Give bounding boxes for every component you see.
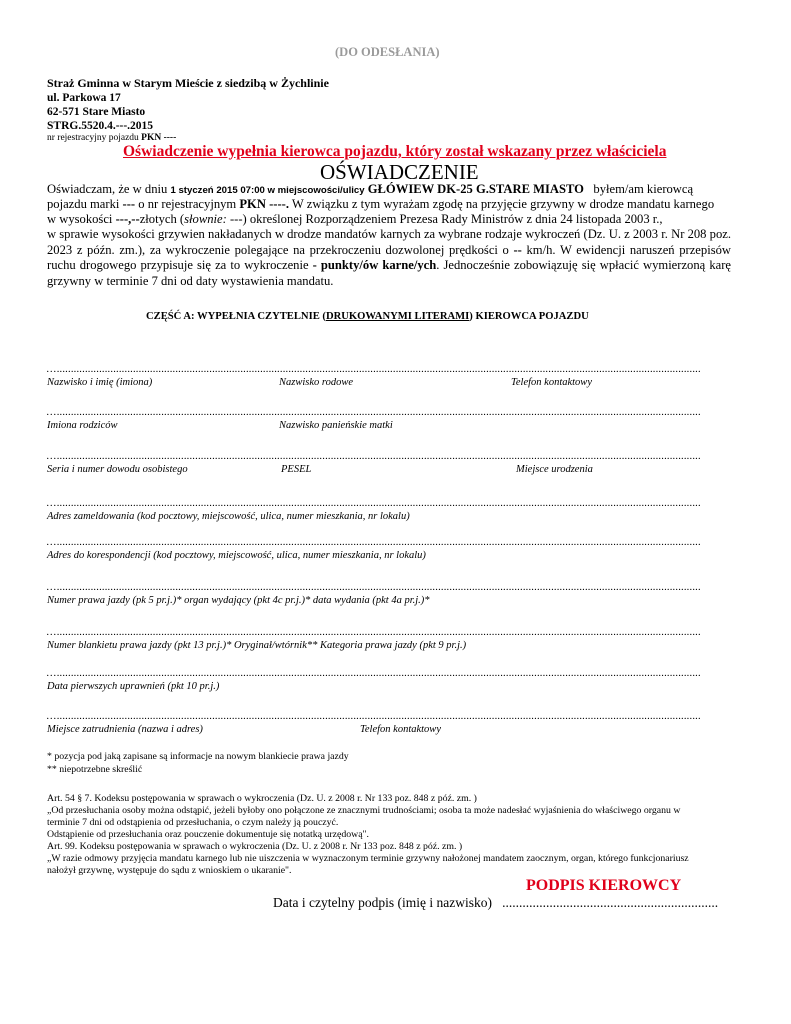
label-license-blank: Numer blankietu prawa jazdy (pkt 13 pr.j.)* Oryginał/wtórnik** Kategoria prawa jazdy (pkt 9 pr.j.) [47,640,467,651]
label-phone: Telefon kontaktowy [511,377,592,388]
label-parents-names: Imiona rodziców [47,420,118,431]
label-employer: Miejsce zatrudnienia (nazwa i adres) [47,724,203,735]
label-employer-phone: Telefon kontaktowy [360,724,441,735]
legal-line: Art. 54 § 7. Kodeksu postępowania w sprawach o wykroczenia (Dz. U. z 2008 r. Nr 133 poz. 848 z póź. zm. ) [47,793,477,804]
legal-line: terminie 7 dni od odstąpienia od przesłuchania, o czym należy ją pouczyć. [47,817,339,828]
words-label: słownie: [184,212,227,226]
input-line-first-license-date[interactable]: ….................................................................................................................................................................................................................................... [46,668,701,679]
case-number: STRG.5520.4.---.2015 [47,120,154,132]
label-mail-address: Adres do korespondencji (kod pocztowy, miejscowość, ulica, numer mieszkania, nr lokalu) [47,550,426,561]
plate-label: nr rejestracyjny pojazdu [47,133,139,143]
statement-text: pojazdu marki [47,197,123,211]
label-mother-maiden-name: Nazwisko panieńskie matki [279,420,393,431]
label-pesel: PESEL [281,464,312,475]
legal-line: „W razie odmowy przyjęcia mandatu karnego lub nie uiszczenia w wyznaczonym terminie grzywny nałożonej mandatem zaocznym, organ, którego funkcjonariusz [47,853,689,864]
statement-text: Oświadczam, że w dniu [47,182,171,196]
statement-text: w sprawie wysokości grzywien nakładanych w drodze mandatów karnych za wybrane rodzaje wykroczeń (Dz. U. z 2003 r. Nr 208 poz. 2023 z późn. zm.), za wykroczenie polegające na przekroczeniu dozwolonej prędkości o [47,227,731,257]
statement-text: . Jednocześnie zobowiązuję się wpłacić wymierzoną karę grzywny w terminie 7 dni od daty wystawienia mandatu. [47,258,731,288]
sender-name: Straż Gminna w Starym Mieście z siedzibą w Żychlinie [47,76,329,90]
incident-place: GŁÓWIEW DK-25 G.STARE MIASTO [367,182,584,196]
label-id-number: Seria i numer dowodu osobistego [47,464,188,475]
footnote-asterisk: * pozycja pod jaką zapisane są informacje na nowym blankiecie prawa jazdy [47,751,349,762]
statement-line-2 [47,197,714,213]
section-a-heading [146,311,589,322]
document-status: (DO ODESŁANIA) [335,45,440,59]
signature-heading: PODPIS KIEROWCY [526,877,682,894]
input-line-license[interactable]: ….................................................................................................................................................................................................................................... [46,582,701,593]
legal-line: nałożył grzywnę, występuje do sądu z wnioskiem o ukaranie". [47,865,292,876]
speed-value: -- [513,242,522,257]
statement-text: ---) określonej Rozporządzeniem Prezesa Rady Ministrów z dnia 24 listopada 2003 r., [226,212,663,226]
legal-line: Art. 99. Kodeksu postępowania w sprawach o wykroczenia (Dz. U. z 2008 r. Nr 133 poz. 848 z póź. zm. ) [47,841,463,852]
incident-date: 1 styczeń 2015 07:00 w miejscowości/ulicy [170,185,365,196]
statement-text: o nr rejestracyjnym [135,197,240,211]
label-first-license-date: Data pierwszych uprawnień (pkt 10 pr.j.) [47,681,220,692]
vehicle-plate: PKN ----. [239,197,290,211]
legal-line: Odstąpienie od przesłuchania oraz pouczenie dokumentuje się notatką urzędową". [47,829,370,840]
input-line-license-blank[interactable]: ….................................................................................................................................................................................................................................... [46,627,701,638]
signature-field[interactable]: ................................................................ [502,895,719,910]
statement-line-3 [47,212,663,228]
statement-paragraph [47,227,731,289]
legal-line: „Od przesłuchania osoby można odstąpić, jeżeli byłoby ono połączone ze znacznymi trudnościami; osoba ta może nadesłać wyjaśnienia do właściwego organu w [47,805,681,816]
statement-text: w wysokości [47,212,116,226]
section-a-suffix: ) KIEROWCA POJAZDU [469,311,589,322]
statement-text: km/h. W ewidencji naruszeń przepisów ruchu drogowego przypisuje się za to wykroczenie [47,242,731,273]
fine-amount: ---,-- [115,212,140,226]
sender-street: ul. Parkowa 17 [47,92,121,104]
vehicle-make: --- [122,197,136,211]
input-line-mail-address[interactable]: ….................................................................................................................................................................................................................................... [46,537,701,548]
main-title: OŚWIADCZENIE [320,160,479,184]
statement-text: złotych ( [139,212,185,226]
footnote-double-asterisk: ** niepotrzebne skreślić [47,764,143,775]
label-family-name: Nazwisko rodowe [279,377,353,388]
input-line-name[interactable]: ….................................................................................................................................................................................................................................... [46,364,701,375]
input-line-employer[interactable]: ….................................................................................................................................................................................................................................... [46,711,701,722]
label-full-name: Nazwisko i imię (imiona) [47,377,153,388]
plate-value: PKN ---- [141,133,177,143]
label-license: Numer prawa jazdy (pk 5 pr.j.)* organ wydający (pkt 4c pr.j.)* data wydania (pkt 4a pr.j.)* [47,595,430,606]
input-line-registered-address[interactable]: ….................................................................................................................................................................................................................................... [46,498,701,509]
input-line-id[interactable]: ….................................................................................................................................................................................................................................... [46,451,701,462]
signature-line [273,895,718,911]
sender-city: 62-571 Stare Miasto [47,106,146,118]
section-a-prefix: CZĘŚĆ A: WYPEŁNIA CZYTELNIE ( [146,311,326,322]
input-line-parents[interactable]: ….................................................................................................................................................................................................................................... [46,407,701,418]
label-registered-address: Adres zameldowania (kod pocztowy, miejscowość, ulica, numer mieszkania, nr lokalu) [47,511,410,522]
instruction-title: Oświadczenie wypełnia kierowca pojazdu, który został wskazany przez właściciela [123,143,667,160]
statement-text: byłem/am kierowcą [593,182,694,196]
statement-text: W związku z tym wyrażam zgodę na przyjęcie grzywny w drodze mandatu karnego [289,197,715,211]
label-birthplace: Miejsce urodzenia [516,464,593,475]
penalty-points: - punkty/ów karne/ych [312,258,437,273]
section-a-underlined: DRUKOWANYMI LITERAMI [325,311,470,322]
signature-label: Data i czytelny podpis (imię i nazwisko) [273,895,492,910]
plate-line [47,133,176,143]
